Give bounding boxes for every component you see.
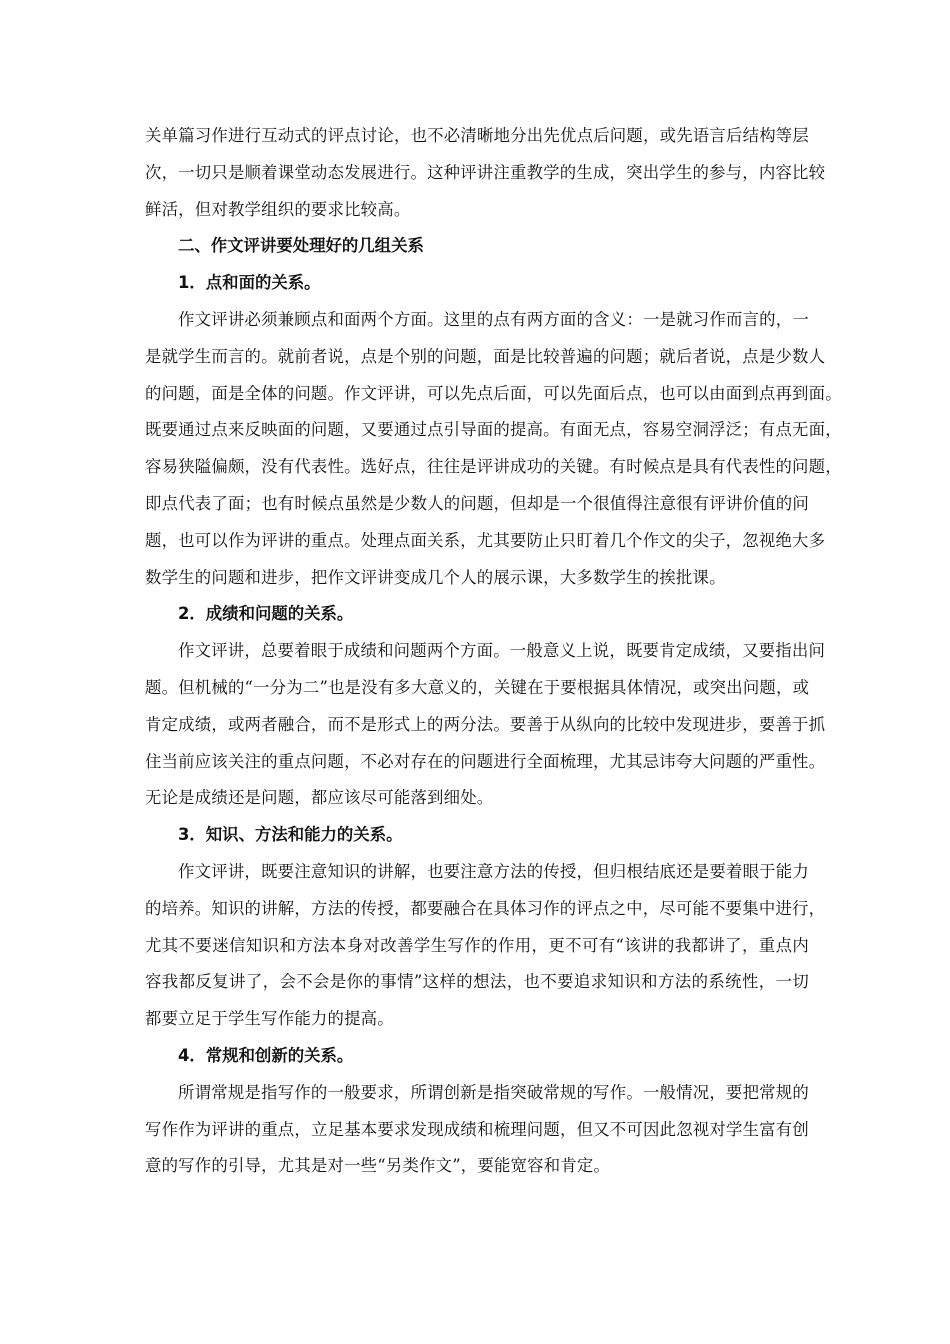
paragraph-line: 题。但机械的“一分为二”也是没有多大意义的，关键在于要根据具体情况，或突出问题，或: [145, 677, 810, 697]
subsection-heading: 4．常规和创新的关系。: [178, 1045, 354, 1065]
paragraph-line: 是就学生而言的。就前者说，点是个别的问题，面是比较普遍的问题；就后者说，点是少数人: [145, 346, 826, 366]
paragraph-line: 的培养。知识的讲解，方法的传授，都要融合在具体习作的评点之中，尽可能不要集中进行，: [145, 898, 826, 918]
subsection-heading: 3．知识、方法和能力的关系。: [178, 825, 403, 845]
paragraph-line: 题，也可以作为评讲的重点。处理点面关系，尤其要防止只盯着几个作文的尖子，忽视绝大多: [145, 530, 826, 550]
paragraph-line: 次，一切只是顺着课堂动态发展进行。这种评讲注重教学的生成，突出学生的参与，内容比较: [145, 162, 826, 182]
paragraph-line: 所谓常规是指写作的一般要求，所谓创新是指突破常规的写作。一般情况，要把常规的: [178, 1082, 809, 1102]
subsection-heading: 2．成绩和问题的关系。: [178, 604, 354, 624]
subsection-paragraph: [145, 854, 826, 1038]
paragraph-line: 关单篇习作进行互动式的评点讨论，也不必清晰地分出先优点后问题，或先语言后结构等层: [145, 126, 809, 145]
subsection-paragraph: [145, 1075, 809, 1185]
paragraph-line: 住当前应该关注的重点问题，不必对存在的问题进行全面梳理，尤其忌讳夸大问题的严重性。: [145, 751, 826, 771]
intro-paragraph: [145, 118, 826, 228]
paragraph-line: 意的写作的引导，尤其是对一些“另类作文”，要能宽容和肯定。: [145, 1156, 611, 1176]
paragraph-line: 数学生的问题和进步，把作文评讲变成几个人的展示课，大多数学生的挨批课。: [145, 567, 726, 587]
paragraph-line: 鲜活，但对教学组织的要求比较高。: [145, 199, 411, 219]
paragraph-line: 作文评讲，既要注意知识的讲解，也要注意方法的传授，但归根结底还是要着眼于能力: [178, 861, 809, 881]
document-page: [145, 118, 842, 1185]
paragraph-line: 作文评讲，总要着眼于成绩和问题两个方面。一般意义上说，既要肯定成绩，又要指出问: [178, 641, 826, 661]
paragraph-line: 肯定成绩，或两者融合，而不是形式上的两分法。要善于从纵向的比较中发现进步，要善于抓: [145, 714, 826, 734]
paragraph-line: 即点代表了面；也有时候点虽然是少数人的问题，但却是一个很值得注意很有评讲价值的问: [145, 493, 809, 513]
paragraph-line: 作文评讲必须兼顾点和面两个方面。这里的点有两方面的含义：一是就习作而言的，一: [178, 309, 809, 329]
paragraph-line: 尤其不要迷信知识和方法本身对改善学生写作的作用，更不可有“该讲的我都讲了，重点内: [145, 935, 809, 955]
paragraph-line: 的问题，面是全体的问题。作文评讲，可以先点后面，可以先面后点，也可以由面到点再到面。: [145, 383, 842, 403]
subsection-paragraph: [145, 302, 842, 596]
paragraph-line: 容我都反复讲了，会不会是你的事情”这样的想法，也不要追求知识和方法的系统性，一切: [145, 972, 809, 992]
paragraph-line: 都要立足于学生写作能力的提高。: [145, 1009, 394, 1029]
section-heading: 二、作文评讲要处理好的几组关系: [178, 236, 424, 256]
paragraph-line: 容易狭隘偏颇，没有代表性。选好点，往往是评讲成功的关键。有时候点是具有代表性的问题，: [145, 457, 842, 477]
paragraph-line: 无论是成绩还是问题，都应该尽可能落到细处。: [145, 788, 494, 808]
paragraph-line: 既要通过点来反映面的问题，又要通过点引导面的提高。有面无点，容易空洞浮泛；有点无面，: [145, 420, 842, 440]
subsection-paragraph: [145, 633, 826, 817]
paragraph-line: 写作作为评讲的重点，立足基本要求发现成绩和梳理问题，但又不可因此忽视对学生富有创: [145, 1119, 809, 1139]
subsection-heading: 1．点和面的关系。: [178, 273, 321, 293]
